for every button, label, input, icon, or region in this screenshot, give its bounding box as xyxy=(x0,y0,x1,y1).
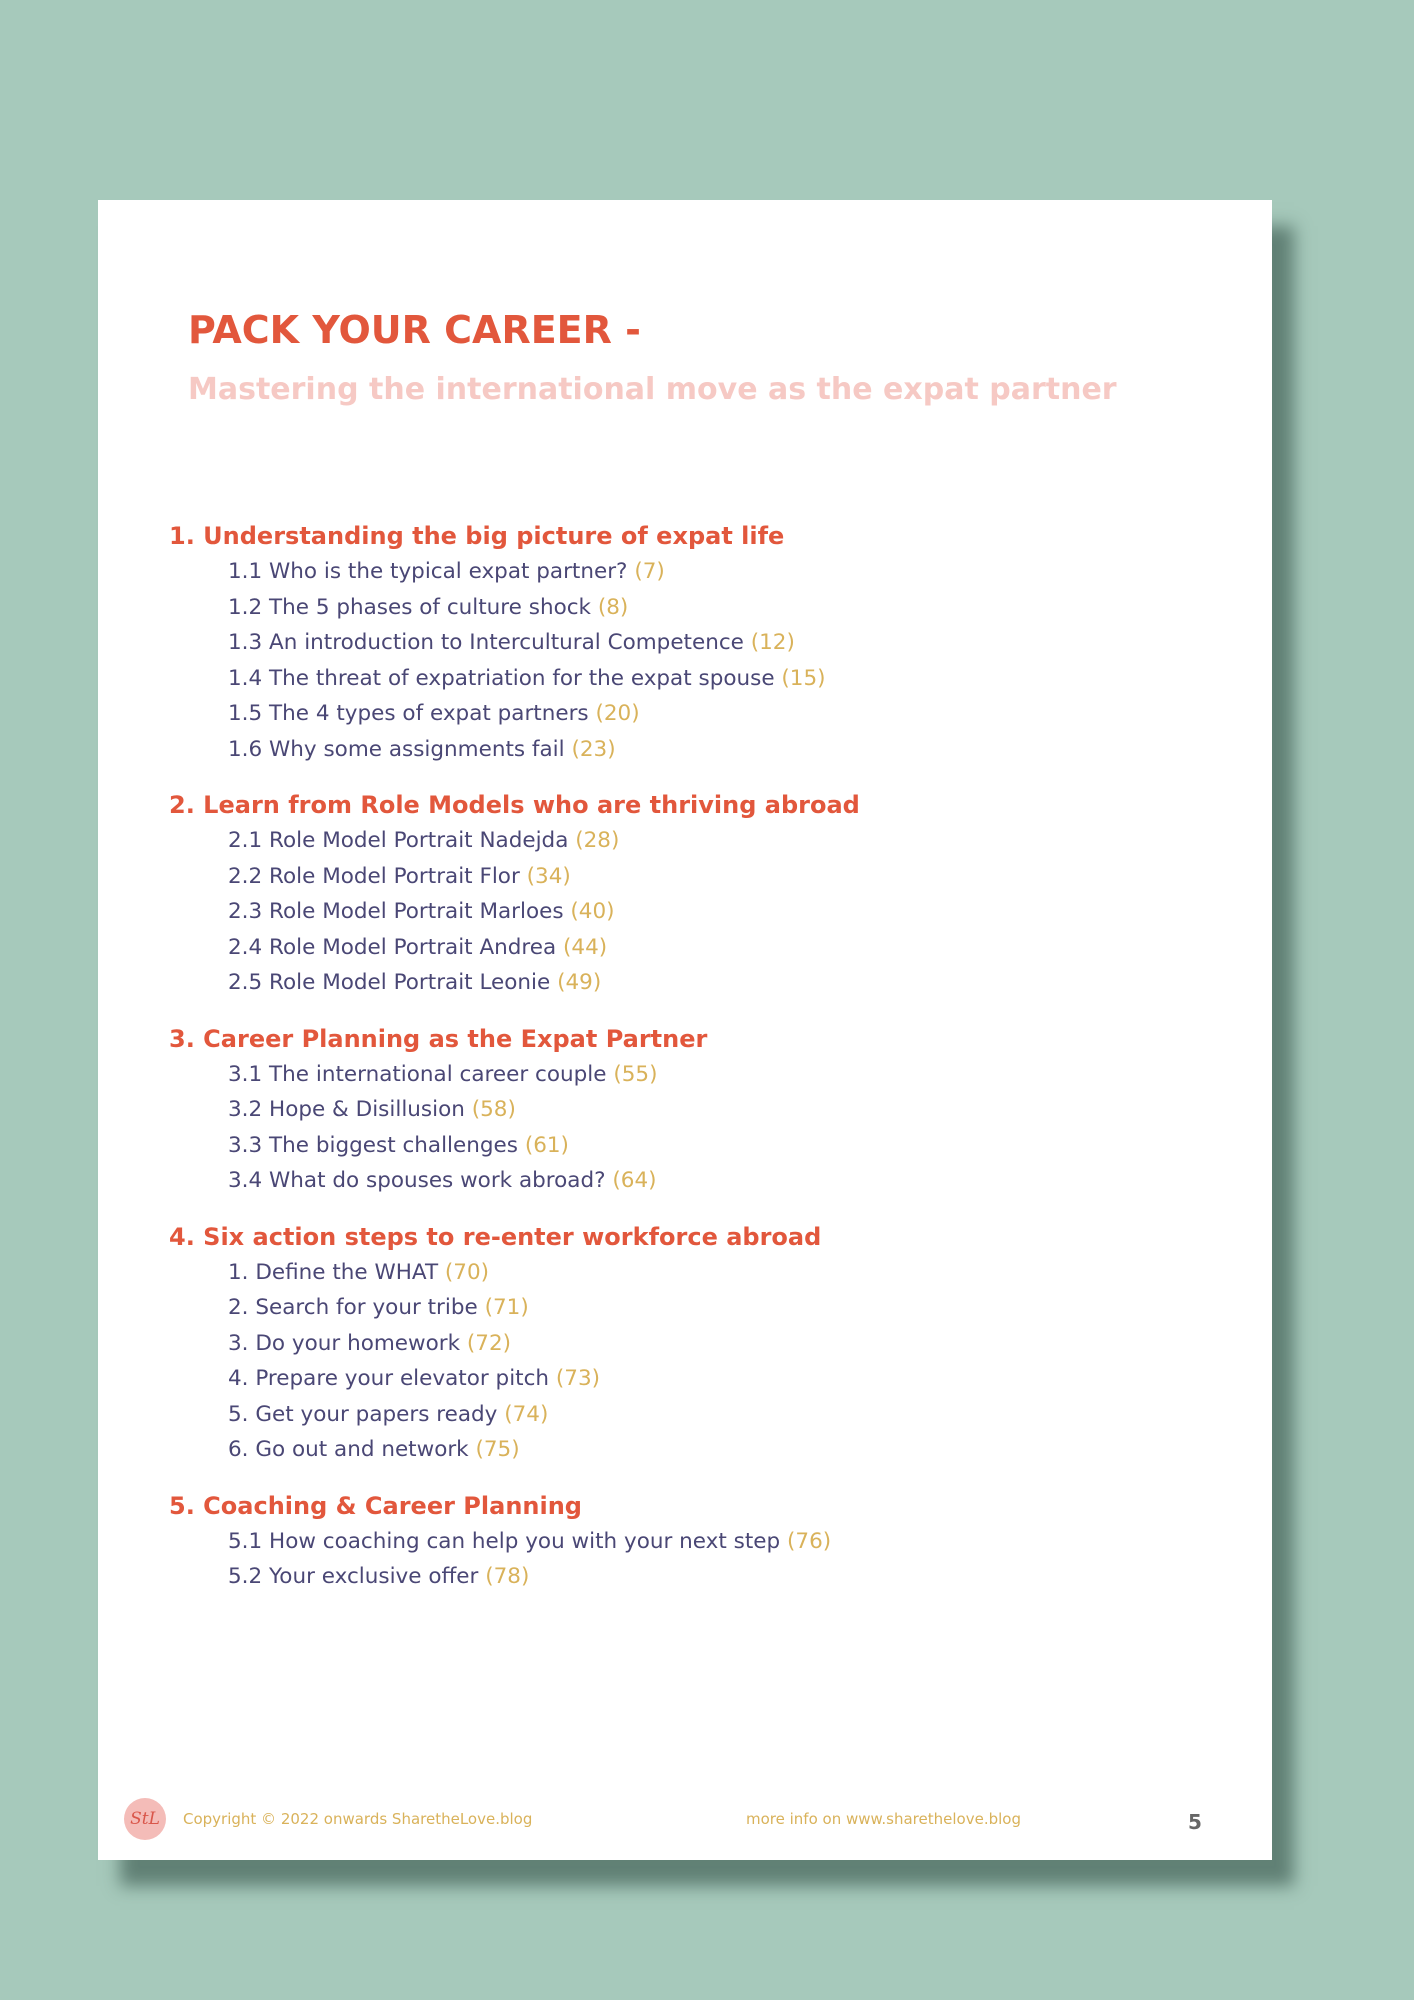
toc-section-heading[interactable]: 1. Understanding the big picture of expat life xyxy=(169,522,785,550)
toc-entry[interactable] xyxy=(169,1163,1229,1199)
toc-entry-title: 3.4 What do spouses work abroad? xyxy=(228,1168,606,1193)
toc-section xyxy=(169,1219,1229,1468)
toc-entry[interactable] xyxy=(169,1326,1229,1362)
toc-entry-title: 2.2 Role Model Portrait Flor xyxy=(228,863,520,889)
toc-entry-page-ref: (72) xyxy=(466,1330,512,1356)
document-subtitle: Mastering the international move as the expat partner xyxy=(188,372,1117,407)
toc-entry-page-ref: (61) xyxy=(524,1132,569,1158)
toc-entry-title: 2.5 Role Model Portrait Leonie xyxy=(228,970,551,995)
toc-entry-title: 1. Define the WHAT xyxy=(228,1259,439,1285)
toc-entry-title: 1.6 Why some assignments fail xyxy=(228,736,565,762)
toc-entry[interactable] xyxy=(169,930,1229,966)
toc-entry-page-ref: (76) xyxy=(787,1528,832,1554)
toc-entry-title: 4. Prepare your elevator pitch xyxy=(228,1366,550,1391)
toc-entry-page-ref: (15) xyxy=(781,665,826,691)
toc-entry-page-ref: (8) xyxy=(597,594,629,620)
toc-entry-page-ref: (78) xyxy=(485,1564,530,1589)
toc-entry-title: 1.5 The 4 types of expat partners xyxy=(228,701,589,726)
sharethelove-logo xyxy=(124,1798,166,1840)
toc-section-heading[interactable]: 3. Career Planning as the Expat Partner xyxy=(169,1024,708,1053)
toc-entry-page-ref: (28) xyxy=(575,828,620,853)
toc-section-heading[interactable]: 2. Learn from Role Models who are thriving abroad xyxy=(169,791,860,819)
logo-text: StL xyxy=(130,1809,160,1829)
toc-entry-title: 2.4 Role Model Portrait Andrea xyxy=(228,934,557,960)
toc-entry-title: 3.1 The international career couple xyxy=(228,1061,607,1087)
toc-entry-page-ref: (40) xyxy=(570,899,615,924)
document-page xyxy=(98,200,1272,1860)
more-info-link[interactable]: more info on www.sharethelove.blog xyxy=(746,1810,1021,1828)
toc-entry[interactable] xyxy=(169,1397,1229,1433)
toc-entry-page-ref: (55) xyxy=(613,1061,658,1087)
page-footer xyxy=(98,1798,1272,1842)
toc-entry-page-ref: (12) xyxy=(750,630,795,655)
toc-entry-title: 5. Get your papers ready xyxy=(228,1401,498,1427)
toc-entry-page-ref: (70) xyxy=(444,1259,490,1285)
toc-entry[interactable] xyxy=(169,1524,1229,1560)
toc-entry-title: 6. Go out and network xyxy=(228,1437,469,1462)
toc-entry[interactable] xyxy=(169,859,1229,895)
toc-entry[interactable] xyxy=(169,1255,1229,1291)
toc-entry-title: 2.1 Role Model Portrait Nadejda xyxy=(228,828,569,853)
toc-entry-title: 1.1 Who is the typical expat partner? xyxy=(228,559,628,584)
toc-entry-page-ref: (64) xyxy=(612,1168,657,1193)
toc-entry-page-ref: (34) xyxy=(526,863,571,889)
toc-entry[interactable] xyxy=(169,1057,1229,1093)
toc-entry[interactable] xyxy=(169,1092,1229,1128)
toc-section-heading[interactable]: 5. Coaching & Career Planning xyxy=(169,1491,582,1520)
toc-entry-page-ref: (58) xyxy=(471,1097,516,1122)
toc-entry-page-ref: (7) xyxy=(634,559,665,584)
toc-entry-title: 2. Search for your tribe xyxy=(228,1295,478,1320)
toc-entry-page-ref: (73) xyxy=(555,1366,601,1391)
toc-section xyxy=(169,1021,1229,1199)
toc-entry-title: 3.2 Hope & Disillusion xyxy=(228,1097,465,1122)
toc-section xyxy=(169,787,1229,1001)
toc-entry[interactable] xyxy=(169,590,1229,626)
toc-entry-title: 3.3 The biggest challenges xyxy=(228,1132,518,1158)
toc-entry-page-ref: (71) xyxy=(484,1295,529,1320)
toc-section xyxy=(169,1488,1229,1595)
toc-entry-title: 5.1 How coaching can help you with your next step xyxy=(228,1528,781,1554)
toc-entry-title: 1.2 The 5 phases of culture shock xyxy=(228,594,591,620)
toc-entry[interactable] xyxy=(169,696,1229,732)
copyright-notice: Copyright © 2022 onwards SharetheLove.blog xyxy=(183,1810,533,1828)
toc-entry[interactable] xyxy=(169,1128,1229,1164)
toc-entry-page-ref: (20) xyxy=(595,701,640,726)
toc-entry-title: 2.3 Role Model Portrait Marloes xyxy=(228,899,564,924)
toc-entry[interactable] xyxy=(169,894,1229,930)
page-number: 5 xyxy=(1188,1810,1202,1834)
document-title: PACK YOUR CAREER - xyxy=(188,308,641,352)
toc-entry[interactable] xyxy=(169,1432,1229,1468)
toc-entry[interactable] xyxy=(169,823,1229,859)
toc-entry-page-ref: (75) xyxy=(475,1437,520,1462)
toc-entry[interactable] xyxy=(169,1361,1229,1397)
toc-entry[interactable] xyxy=(169,965,1229,1001)
toc-entry-page-ref: (23) xyxy=(571,736,616,762)
toc-entry[interactable] xyxy=(169,1290,1229,1326)
table-of-contents xyxy=(169,518,1229,1615)
toc-entry-page-ref: (49) xyxy=(557,970,602,995)
toc-entry-title: 5.2 Your exclusive offer xyxy=(228,1564,479,1589)
toc-entry[interactable] xyxy=(169,554,1229,590)
toc-entry-title: 1.4 The threat of expatriation for the expat spouse xyxy=(228,665,775,691)
toc-entry[interactable] xyxy=(169,1559,1229,1595)
toc-entry-title: 1.3 An introduction to Intercultural Competence xyxy=(228,630,744,655)
toc-entry[interactable] xyxy=(169,625,1229,661)
toc-entry[interactable] xyxy=(169,732,1229,768)
toc-entry-page-ref: (74) xyxy=(504,1401,549,1427)
toc-entry[interactable] xyxy=(169,661,1229,697)
toc-section-heading[interactable]: 4. Six action steps to re-enter workforce abroad xyxy=(169,1222,822,1251)
toc-section xyxy=(169,518,1229,767)
toc-entry-title: 3. Do your homework xyxy=(228,1330,461,1356)
toc-entry-page-ref: (44) xyxy=(563,934,608,960)
